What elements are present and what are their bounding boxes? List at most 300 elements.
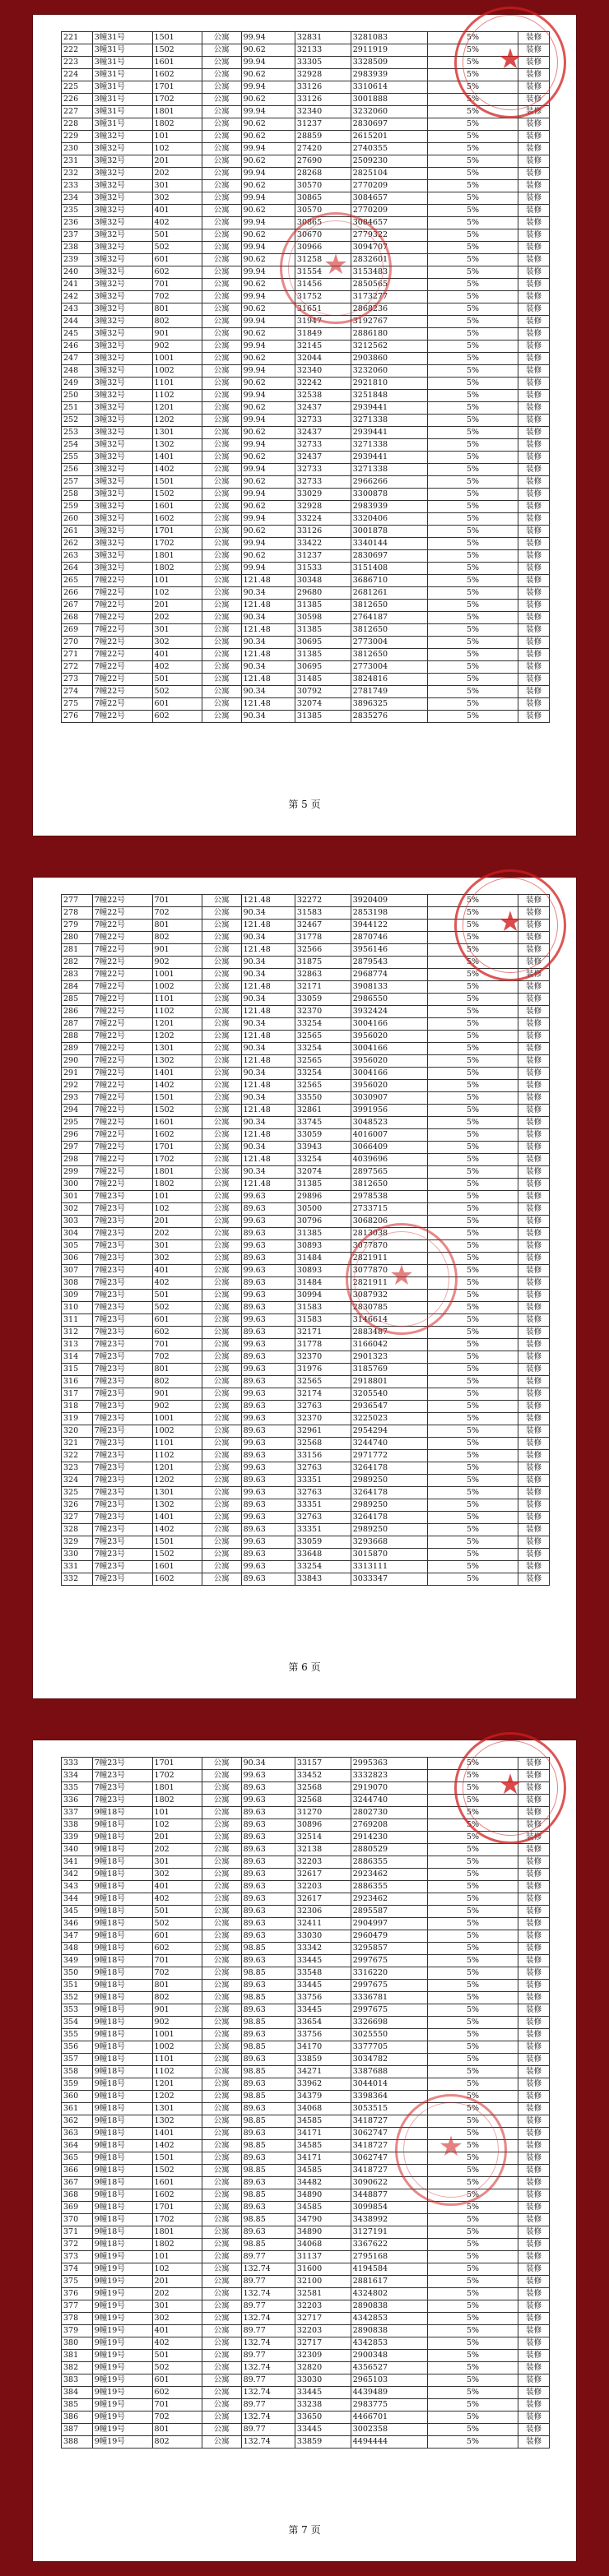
table-row	[62, 501, 550, 513]
table-cell: 装修	[518, 969, 550, 981]
table-cell: 3295857	[351, 1943, 427, 1955]
table-cell: 266	[62, 587, 93, 600]
table-cell: 332	[62, 1573, 93, 1586]
table-cell: 公寓	[202, 994, 241, 1006]
table-cell: 2971772	[351, 1450, 427, 1462]
table-cell: 5%	[427, 168, 518, 180]
table-row	[62, 2374, 550, 2387]
table-cell: 7幢23号	[92, 1376, 152, 1388]
table-cell: 公寓	[202, 2189, 241, 2202]
table-cell: 32370	[295, 1006, 351, 1018]
table-cell: 34585	[295, 2115, 351, 2128]
table-cell: 2832601	[351, 254, 427, 266]
table-cell: 375	[62, 2276, 93, 2288]
table-cell: 7幢22号	[92, 649, 152, 661]
table-cell: 3幢31号	[92, 44, 152, 57]
table-cell: 32763	[295, 1462, 351, 1475]
table-row	[62, 2091, 550, 2103]
table-cell: 2890838	[351, 2300, 427, 2313]
table-cell: 5%	[427, 1856, 518, 1869]
table-cell: 公寓	[202, 2078, 241, 2091]
table-cell: 5%	[427, 1203, 518, 1216]
table-cell: 31385	[295, 1179, 351, 1191]
table-cell: 33254	[295, 1068, 351, 1080]
table-row	[62, 2078, 550, 2091]
table-cell: 2968774	[351, 969, 427, 981]
table-cell: 公寓	[202, 1795, 241, 1807]
table-cell: 5%	[427, 2115, 518, 2128]
table-cell: 99.63	[241, 1339, 295, 1351]
table-cell: 5%	[427, 2436, 518, 2449]
table-cell: 装修	[518, 2029, 550, 2041]
table-cell: 装修	[518, 1844, 550, 1856]
table-cell: 90.62	[241, 131, 295, 143]
table-row	[62, 1450, 550, 1462]
table-cell: 7幢22号	[92, 1006, 152, 1018]
table-cell: 3153483	[351, 266, 427, 279]
table-cell: 802	[152, 1376, 202, 1388]
table-cell: 2983939	[351, 69, 427, 81]
table-cell: 5%	[427, 1573, 518, 1586]
table-cell: 90.34	[241, 957, 295, 969]
table-cell: 7幢23号	[92, 1228, 152, 1240]
table-cell: 279	[62, 920, 93, 932]
table-row	[62, 1314, 550, 1327]
table-cell: 2883487	[351, 1327, 427, 1339]
table-cell: 5%	[427, 2239, 518, 2251]
table-cell: 351	[62, 1980, 93, 1992]
table-cell: 2853198	[351, 907, 427, 920]
table-cell: 3幢32号	[92, 489, 152, 501]
table-cell: 3232060	[351, 365, 427, 378]
table-cell: 9幢18号	[92, 2066, 152, 2078]
table-cell: 2764187	[351, 612, 427, 624]
table-cell: 公寓	[202, 1992, 241, 2004]
table-cell: 275	[62, 698, 93, 711]
table-cell: 901	[152, 2004, 202, 2017]
table-cell: 7幢23号	[92, 1462, 152, 1475]
table-cell: 90.62	[241, 155, 295, 168]
table-cell: 902	[152, 1401, 202, 1413]
table-cell: 装修	[518, 464, 550, 476]
table-cell: 1501	[152, 2152, 202, 2165]
table-cell: 701	[152, 895, 202, 907]
table-cell: 1501	[152, 476, 202, 489]
table-cell: 1402	[152, 464, 202, 476]
table-cell: 348	[62, 1943, 93, 1955]
table-cell: 33745	[295, 1117, 351, 1129]
table-cell: 32861	[295, 1105, 351, 1117]
table-cell: 3幢32号	[92, 538, 152, 550]
table-cell: 301	[152, 624, 202, 637]
table-row	[62, 563, 550, 575]
table-row	[62, 427, 550, 439]
table-cell: 5%	[427, 2128, 518, 2140]
table-cell: 公寓	[202, 1290, 241, 1302]
table-cell: 5%	[427, 563, 518, 575]
table-cell: 公寓	[202, 2436, 241, 2449]
table-cell: 501	[152, 674, 202, 686]
table-row	[62, 168, 550, 180]
table-cell: 89.63	[241, 1573, 295, 1586]
table-cell: 装修	[518, 1339, 550, 1351]
table-cell: 132.74	[241, 2288, 295, 2300]
table-cell: 公寓	[202, 1943, 241, 1955]
table-cell: 360	[62, 2091, 93, 2103]
table-cell: 202	[152, 1228, 202, 1240]
table-cell: 5%	[427, 328, 518, 341]
table-cell: 装修	[518, 1018, 550, 1031]
table-cell: 公寓	[202, 2177, 241, 2189]
table-cell: 31270	[295, 1807, 351, 1819]
table-row	[62, 2029, 550, 2041]
table-cell: 装修	[518, 2140, 550, 2152]
table-cell: 5%	[427, 674, 518, 686]
table-row	[62, 1561, 550, 1573]
table-cell: 238	[62, 242, 93, 254]
table-cell: 33859	[295, 2054, 351, 2066]
table-cell: 3896325	[351, 698, 427, 711]
table-cell: 89.63	[241, 1869, 295, 1881]
table-cell: 121.48	[241, 1154, 295, 1166]
table-cell: 99.63	[241, 1216, 295, 1228]
table-cell: 公寓	[202, 1918, 241, 1930]
table-cell: 30348	[295, 575, 351, 587]
table-cell: 3812650	[351, 1179, 427, 1191]
table-cell: 101	[152, 1191, 202, 1203]
table-cell: 9幢19号	[92, 2424, 152, 2436]
table-cell: 384	[62, 2387, 93, 2399]
table-cell: 253	[62, 427, 93, 439]
table-cell: 306	[62, 1253, 93, 1265]
table-cell: 132.74	[241, 2313, 295, 2325]
table-cell: 9幢19号	[92, 2350, 152, 2362]
table-row	[62, 1055, 550, 1068]
table-cell: 9幢18号	[92, 2091, 152, 2103]
table-cell: 30796	[295, 1216, 351, 1228]
table-cell: 201	[152, 1216, 202, 1228]
table-cell: 5%	[427, 1967, 518, 1980]
table-cell: 99.94	[241, 217, 295, 229]
table-row	[62, 994, 550, 1006]
table-cell: 装修	[518, 612, 550, 624]
table-cell: 3066409	[351, 1142, 427, 1154]
table-cell: 31484	[295, 1253, 351, 1265]
table-cell: 装修	[518, 1980, 550, 1992]
table-cell: 装修	[518, 2115, 550, 2128]
table-cell: 公寓	[202, 587, 241, 600]
table-cell: 90.62	[241, 402, 295, 415]
table-cell: 3048523	[351, 1117, 427, 1129]
table-cell: 5%	[427, 1450, 518, 1462]
table-cell: 401	[152, 1881, 202, 1893]
table-cell: 1302	[152, 1499, 202, 1512]
table-row	[62, 1080, 550, 1092]
table-cell: 301	[62, 1191, 93, 1203]
table-cell: 公寓	[202, 1844, 241, 1856]
table-cell: 9幢19号	[92, 2276, 152, 2288]
table-cell: 公寓	[202, 2412, 241, 2424]
table-cell: 公寓	[202, 674, 241, 686]
table-cell: 89.63	[241, 1918, 295, 1930]
table-cell: 1601	[152, 2177, 202, 2189]
table-cell: 7幢23号	[92, 1191, 152, 1203]
table-cell: 90.34	[241, 1758, 295, 1770]
table-cell: 98.85	[241, 2066, 295, 2078]
table-cell: 270	[62, 637, 93, 649]
table-cell: 1001	[152, 353, 202, 365]
table-cell: 5%	[427, 1376, 518, 1388]
table-cell: 258	[62, 489, 93, 501]
table-cell: 1601	[152, 1117, 202, 1129]
table-row	[62, 1191, 550, 1203]
table-cell: 98.85	[241, 2189, 295, 2202]
table-row	[62, 2300, 550, 2313]
table-cell: 4016007	[351, 1129, 427, 1142]
table-cell: 1701	[152, 1142, 202, 1154]
table-cell: 32370	[295, 1413, 351, 1425]
table-cell: 33859	[295, 2436, 351, 2449]
table-row	[62, 1980, 550, 1992]
table-cell: 31976	[295, 1364, 351, 1376]
table-cell: 公寓	[202, 2091, 241, 2103]
table-cell: 5%	[427, 1881, 518, 1893]
table-cell: 102	[152, 1203, 202, 1216]
table-cell: 267	[62, 600, 93, 612]
table-cell: 公寓	[202, 2226, 241, 2239]
table-cell: 2989250	[351, 1524, 427, 1536]
table-cell: 99.63	[241, 1487, 295, 1499]
table-cell: 7幢23号	[92, 1351, 152, 1364]
table-cell: 293	[62, 1092, 93, 1105]
table-cell: 装修	[518, 649, 550, 661]
table-cell: 346	[62, 1918, 93, 1930]
table-cell: 9幢18号	[92, 1819, 152, 1832]
table-cell: 31485	[295, 674, 351, 686]
table-row	[62, 1228, 550, 1240]
table-cell: 9幢18号	[92, 1930, 152, 1943]
table-cell: 5%	[427, 242, 518, 254]
table-cell: 4466701	[351, 2412, 427, 2424]
table-cell: 3387688	[351, 2066, 427, 2078]
table-cell: 1202	[152, 1031, 202, 1043]
table-cell: 1302	[152, 1055, 202, 1068]
table-cell: 364	[62, 2140, 93, 2152]
table-cell: 89.77	[241, 2424, 295, 2436]
table-cell: 装修	[518, 205, 550, 217]
table-cell: 297	[62, 1142, 93, 1154]
table-cell: 283	[62, 969, 93, 981]
table-cell: 公寓	[202, 1253, 241, 1265]
table-cell: 装修	[518, 1524, 550, 1536]
table-cell: 3094707	[351, 242, 427, 254]
table-cell: 32370	[295, 1351, 351, 1364]
table-cell: 90.62	[241, 254, 295, 266]
table-cell: 公寓	[202, 1314, 241, 1327]
table-cell: 装修	[518, 1043, 550, 1055]
table-cell: 装修	[518, 2288, 550, 2300]
table-cell: 公寓	[202, 1166, 241, 1179]
table-cell: 5%	[427, 1351, 518, 1364]
table-cell: 5%	[427, 2066, 518, 2078]
table-cell: 277	[62, 895, 93, 907]
table-row	[62, 1203, 550, 1216]
table-cell: 5%	[427, 1758, 518, 1770]
table-cell: 2911919	[351, 44, 427, 57]
table-cell: 33059	[295, 1129, 351, 1142]
table-cell: 301	[152, 1240, 202, 1253]
table-cell: 304	[62, 1228, 93, 1240]
table-cell: 1401	[152, 1068, 202, 1080]
table-cell: 5%	[427, 686, 518, 698]
table-cell: 公寓	[202, 57, 241, 69]
table-cell: 7幢22号	[92, 1080, 152, 1092]
table-row	[62, 2412, 550, 2424]
table-row	[62, 143, 550, 155]
table-cell: 装修	[518, 353, 550, 365]
table-cell: 装修	[518, 600, 550, 612]
table-cell: 公寓	[202, 612, 241, 624]
table-cell: 90.62	[241, 328, 295, 341]
table-cell: 5%	[427, 217, 518, 229]
table-cell: 30792	[295, 686, 351, 698]
table-cell: 231	[62, 155, 93, 168]
table-cell: 公寓	[202, 464, 241, 476]
table-cell: 3幢31号	[92, 69, 152, 81]
table-cell: 5%	[427, 2362, 518, 2374]
table-cell: 32565	[295, 1055, 351, 1068]
table-cell: 2830785	[351, 1302, 427, 1314]
table-cell: 32044	[295, 353, 351, 365]
table-cell: 121.48	[241, 600, 295, 612]
table-cell: 5%	[427, 1499, 518, 1512]
table-row	[62, 1438, 550, 1450]
table-row	[62, 118, 550, 131]
table-cell: 5%	[427, 464, 518, 476]
table-cell: 5%	[427, 969, 518, 981]
table-cell: 3251848	[351, 390, 427, 402]
table-cell: 34890	[295, 2189, 351, 2202]
table-cell: 2821911	[351, 1253, 427, 1265]
table-cell: 装修	[518, 2276, 550, 2288]
table-cell: 7幢23号	[92, 1770, 152, 1782]
table-cell: 3151408	[351, 563, 427, 575]
table-cell: 装修	[518, 563, 550, 575]
table-cell: 5%	[427, 1179, 518, 1191]
table-cell: 701	[152, 279, 202, 291]
table-cell: 7幢22号	[92, 587, 152, 600]
table-cell: 243	[62, 303, 93, 316]
table-cell: 公寓	[202, 1438, 241, 1450]
table-cell: 公寓	[202, 1561, 241, 1573]
table-cell: 公寓	[202, 415, 241, 427]
table-cell: 3幢32号	[92, 192, 152, 205]
table-cell: 3320406	[351, 513, 427, 526]
table-cell: 装修	[518, 155, 550, 168]
table-cell: 298	[62, 1154, 93, 1166]
table-row	[62, 1129, 550, 1142]
table-cell: 347	[62, 1930, 93, 1943]
table-cell: 装修	[518, 2226, 550, 2239]
table-cell: 公寓	[202, 1819, 241, 1832]
table-row	[62, 2350, 550, 2362]
table-cell: 379	[62, 2325, 93, 2337]
table-cell: 公寓	[202, 180, 241, 192]
table-cell: 99.94	[241, 513, 295, 526]
table-cell: 245	[62, 328, 93, 341]
table-cell: 132.74	[241, 2263, 295, 2276]
table-cell: 31778	[295, 932, 351, 944]
table-cell: 2868236	[351, 303, 427, 316]
table-row	[62, 205, 550, 217]
table-cell: 5%	[427, 2412, 518, 2424]
table-cell: 31947	[295, 316, 351, 328]
table-cell: 102	[152, 587, 202, 600]
table-cell: 32203	[295, 1881, 351, 1893]
table-cell: 9幢18号	[92, 1992, 152, 2004]
table-cell: 263	[62, 550, 93, 563]
table-cell: 5%	[427, 1487, 518, 1499]
table-cell: 335	[62, 1782, 93, 1795]
table-cell: 5%	[427, 353, 518, 365]
price-table	[61, 1757, 550, 2449]
table-cell: 2923462	[351, 1893, 427, 1906]
table-cell: 5%	[427, 1253, 518, 1265]
table-row	[62, 526, 550, 538]
table-cell: 99.94	[241, 563, 295, 575]
table-cell: 公寓	[202, 476, 241, 489]
table-cell: 274	[62, 686, 93, 698]
table-cell: 装修	[518, 1376, 550, 1388]
table-cell: 5%	[427, 2140, 518, 2152]
table-cell: 32733	[295, 476, 351, 489]
table-cell: 1201	[152, 1018, 202, 1031]
table-cell: 99.63	[241, 1561, 295, 1573]
table-row	[62, 1043, 550, 1055]
table-cell: 27690	[295, 155, 351, 168]
table-cell: 201	[152, 155, 202, 168]
table-cell: 90.34	[241, 932, 295, 944]
table-cell: 99.94	[241, 316, 295, 328]
table-cell: 装修	[518, 489, 550, 501]
table-cell: 5%	[427, 2189, 518, 2202]
table-row	[62, 538, 550, 550]
table-cell: 3幢32号	[92, 229, 152, 242]
table-cell: 装修	[518, 2424, 550, 2436]
table-cell: 32174	[295, 1388, 351, 1401]
table-cell: 公寓	[202, 2103, 241, 2115]
table-row	[62, 944, 550, 957]
table-cell: 89.63	[241, 1499, 295, 1512]
table-cell: 365	[62, 2152, 93, 2165]
table-cell: 公寓	[202, 637, 241, 649]
table-cell: 2879543	[351, 957, 427, 969]
table-cell: 7幢23号	[92, 1561, 152, 1573]
table-cell: 7幢22号	[92, 1129, 152, 1142]
table-cell: 装修	[518, 1795, 550, 1807]
table-cell: 32928	[295, 501, 351, 513]
table-cell: 3328509	[351, 57, 427, 69]
table-cell: 30670	[295, 229, 351, 242]
table-cell: 7幢22号	[92, 1142, 152, 1154]
table-cell: 9幢19号	[92, 2436, 152, 2449]
table-cell: 2954294	[351, 1425, 427, 1438]
table-cell: 802	[152, 2436, 202, 2449]
table-cell: 2960479	[351, 1930, 427, 1943]
table-cell: 89.63	[241, 1832, 295, 1844]
table-row	[62, 1105, 550, 1117]
company-seal: ★	[454, 869, 566, 981]
